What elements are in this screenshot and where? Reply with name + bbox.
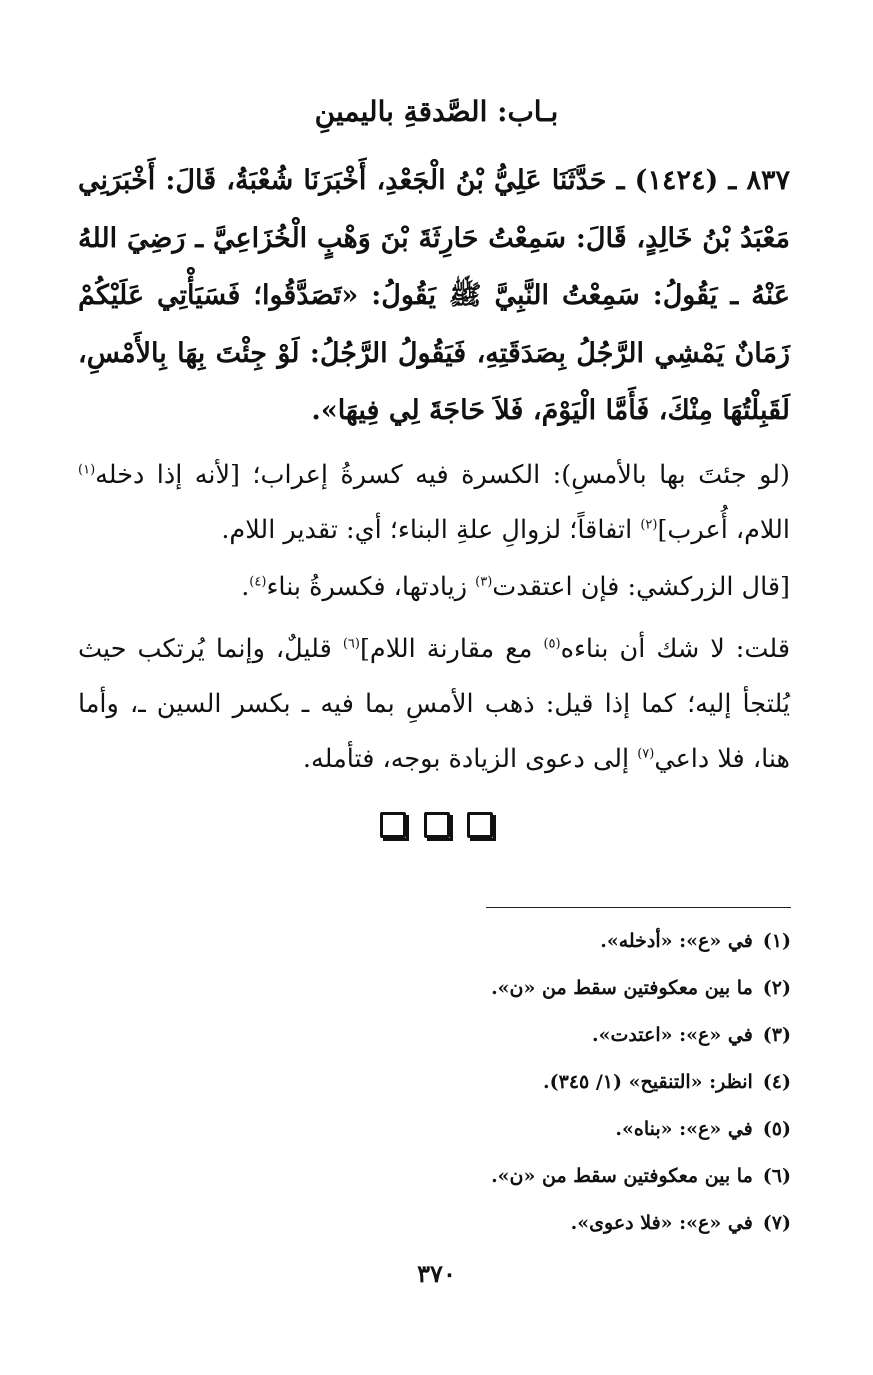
commentary-text: . xyxy=(241,572,250,602)
footnote-text: في «ع»: «اعتدت». xyxy=(591,1024,753,1046)
chapter-heading xyxy=(0,92,873,132)
commentary-text: مع مقارنة اللام] xyxy=(359,634,544,664)
footnote-ref-4[interactable]: (٤) xyxy=(249,574,267,590)
commentary-paragraph-1 xyxy=(78,448,790,558)
footnote-ref-5[interactable]: (٥) xyxy=(543,636,561,652)
footnote-divider xyxy=(486,907,791,908)
footnotes-list xyxy=(91,918,791,1247)
commentary-text: اللام، أُعرب] xyxy=(657,515,790,545)
footnote-text: انظر: «التنقيح» (١/ ٣٤٥). xyxy=(543,1071,753,1093)
section-separator xyxy=(0,812,873,842)
footnote-number: (٢) xyxy=(762,977,791,999)
footnote-item xyxy=(91,1153,791,1200)
footnote-text: في «ع»: «بناه». xyxy=(615,1118,753,1140)
footnote-text: في «ع»: «فلا دعوى». xyxy=(570,1212,753,1234)
separator-square-icon xyxy=(424,812,450,838)
footnote-item xyxy=(91,1106,791,1153)
footnote-number: (٤) xyxy=(762,1071,791,1093)
footnote-item xyxy=(91,918,791,965)
separator-square-icon xyxy=(380,812,406,838)
commentary-text: اتفاقاً؛ لزوالِ علةِ البناء؛ أي: تقدير اللام. xyxy=(221,515,641,545)
commentary-paragraph-2 xyxy=(78,560,790,615)
commentary-text: [قال الزركشي: فإن اعتقدت xyxy=(492,572,790,602)
page-number: ٣٧٠ xyxy=(417,1259,456,1288)
separator-square-icon xyxy=(467,812,493,838)
footnote-number: (٦) xyxy=(762,1165,791,1187)
footnote-number: (٣) xyxy=(762,1024,791,1046)
footnote-ref-3[interactable]: (٣) xyxy=(475,574,493,590)
commentary-text: (لو جئتَ بها بالأمسِ): الكسرة فيه كسرةُ إعراب؛ [لأنه إذا دخله xyxy=(95,460,790,490)
chapter-label: بـاب: xyxy=(497,95,559,128)
footnote-item xyxy=(91,1012,791,1059)
footnote-text: ما بين معكوفتين سقط من «ن». xyxy=(491,1165,753,1187)
footnote-text: في «ع»: «أدخله». xyxy=(600,930,753,952)
commentary-text: إلى دعوى الزيادة بوجه، فتأمله. xyxy=(302,744,638,774)
chapter-title-text: الصَّدقةِ باليمينِ xyxy=(314,95,488,128)
commentary-text: قلت: لا شك أن بناءه xyxy=(560,634,791,664)
footnote-item xyxy=(91,965,791,1012)
footnote-number: (٧) xyxy=(762,1212,791,1234)
footnote-ref-6[interactable]: (٦) xyxy=(342,636,360,652)
hadith-text: ٨٣٧ ـ (١٤٢٤) ـ حَدَّثَنَا عَلِيُّ بْنُ الْجَعْدِ، أَخْبَرَنَا شُعْبَةُ، قَالَ: أَخْبَرَنِي مَعْبَدُ بْنُ خَالِدٍ، قَالَ: سَمِعْتُ حَارِثَةَ بْنَ وَهْبٍ الْخُزَاعِيَّ ـ رَضِيَ اللهُ عَنْهُ ـ يَقُولُ: سَمِعْتُ النَّبِيَّ ﷺ يَقُولُ: «تَصَدَّقُوا؛ فَسَيَأْتِي عَلَيْكُمْ زَمَانٌ يَمْشِي الرَّجُلُ بِصَدَقَتِهِ، فَيَقُولُ الرَّجُلُ: لَوْ جِئْتَ بِهَا بِالأَمْسِ، لَقَبِلْتُهَا مِنْكَ، فَأَمَّا الْيَوْمَ، فَلاَ حَاجَةَ لِي فِيهَا». xyxy=(78,165,790,426)
commentary-paragraph-3 xyxy=(78,622,790,787)
footnote-number: (٥) xyxy=(762,1118,791,1140)
footnote-ref-1[interactable]: (١) xyxy=(78,462,96,478)
footnote-item xyxy=(91,1200,791,1247)
commentary-text: زيادتها، فكسرةُ بناء xyxy=(266,572,476,602)
footnote-item xyxy=(91,1059,791,1106)
footnote-ref-2[interactable]: (٢) xyxy=(640,517,658,533)
footnote-text: ما بين معكوفتين سقط من «ن». xyxy=(491,977,753,999)
commentary-text: قليلٌ، وإنما يُرتكب حيث يُلتجأ إليه؛ كما إذا قيل: ذهب الأمسِ بما فيه ـ بكسر السين ـ، وأما هنا، فلا داعي xyxy=(78,634,790,774)
footnote-ref-7[interactable]: (٧) xyxy=(637,746,655,762)
footnote-number: (١) xyxy=(762,930,791,952)
